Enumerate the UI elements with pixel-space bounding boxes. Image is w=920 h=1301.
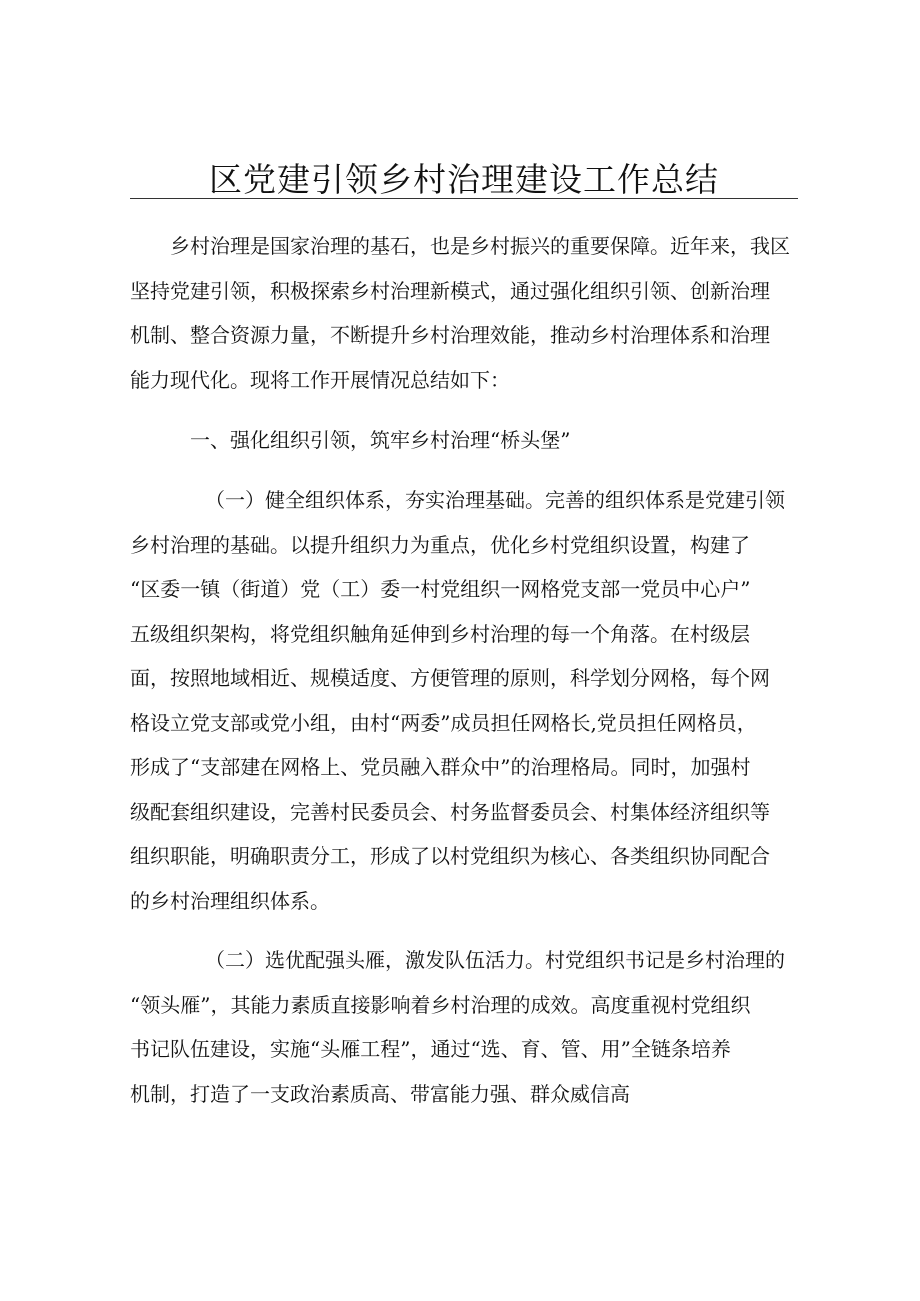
paragraph-intro [130, 224, 790, 402]
paragraph-subsection-1 [130, 478, 790, 923]
paragraph-line: 乡村治理的基础。以提升组织力为重点，优化乡村党组织设置，构建了 [130, 532, 750, 557]
paragraph-line: 机制、整合资源力量，不断提升乡村治理效能，推动乡村治理体系和治理 [130, 323, 770, 347]
section-heading: 一、强化组织引领，筑牢乡村治理“桥头堡” [190, 428, 571, 452]
paragraph-line: “区委一镇（街道）党（工）委一村党组织一网格党支部一党员中心户” [130, 577, 751, 601]
paragraph-subsection-2 [130, 938, 790, 1116]
paragraph-line: （二）选优配强头雁，激发队伍活力。村党组织书记是乡村治理的 [205, 948, 785, 972]
paragraph-line: 五级组织架构，将党组织触角延伸到乡村治理的每一个角落。在村级层 [130, 621, 750, 646]
document-title: 区党建引领乡村治理建设工作总结 [209, 160, 719, 199]
paragraph-line: 组织职能，明确职责分工，形成了以村党组织为核心、各类组织协同配合 [130, 844, 770, 868]
paragraph-line: 坚持党建引领，积极探索乡村治理新模式，通过强化组织引领、创新治理 [130, 278, 770, 303]
paragraph-line: 格设立党支部或党小组，由村“两委”成员担任网格长,党员担任网格员， [130, 710, 757, 735]
title-underline [130, 198, 798, 199]
paragraph-line: 的乡村治理组织体系。 [130, 888, 330, 913]
paragraph-line: 机制，打造了一支政治素质高、带富能力强、群众威信高 [130, 1081, 630, 1106]
paragraph-line: 能力现代化。现将工作开展情况总结如下： [130, 367, 510, 392]
paragraph-line: 级配套组织建设，完善村民委员会、村务监督委员会、村集体经济组织等 [130, 799, 770, 824]
paragraph-line: 书记队伍建设，实施“头雁工程”，通过“选、育、管、用”全链条培养 [130, 1037, 731, 1061]
paragraph-line: 乡村治理是国家治理的基石，也是乡村振兴的重要保障。近年来，我区 [170, 234, 790, 258]
section-heading-1 [130, 418, 790, 463]
paragraph-line: 形成了“支部建在网格上、党员融入群众中”的治理格局。同时，加强村 [130, 755, 751, 779]
paragraph-line: 面，按照地域相近、规模适度、方便管理的原则，科学划分网格，每个网 [130, 666, 770, 690]
paragraph-line: “领头雁”，其能力素质直接影响着乡村治理的成效。高度重视村党组织 [130, 992, 751, 1017]
paragraph-line: （一）健全组织体系，夯实治理基础。完善的组织体系是党建引领 [205, 488, 785, 512]
